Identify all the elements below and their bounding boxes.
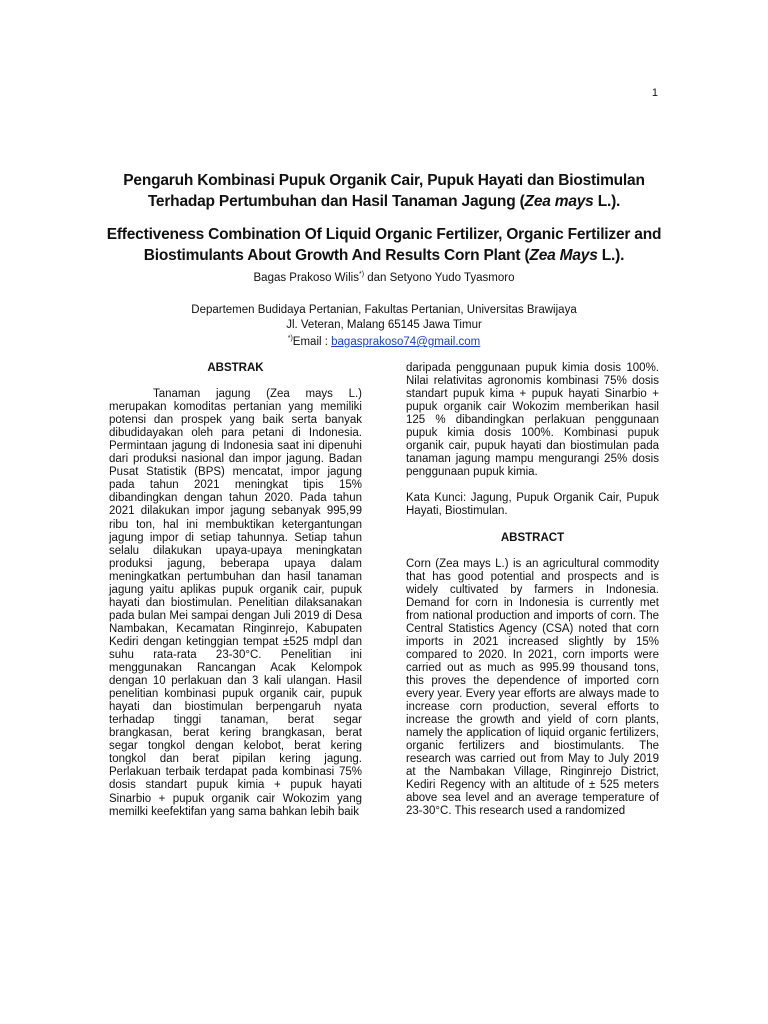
- abstrak-body: Tanaman jagung (Zea mays L.) merupakan komoditas pertanian yang memiliki potensi dan prospek yang baik serta banyak dibudidayakan oleh para petani di Indonesia. Permintaan jagung di Indonesia saat ini dipenuhi dari produksi nasional dan impor jagung. Badan Pusat Statistik (BPS) mencatat, impor jagung pada tahun 2021 meningkat tipis 15% dibandingkan dengan tahun 2020. Pada tahun 2021 dilakukan impor jagung sebanyak 995,99 ribu ton, hal ini membuktikan ketergantungan jagung impor di setiap tahunnya. Setiap tahun selalu dilakukan upaya-upaya meningkatan produksi jagung, beberapa upaya dalam meningkatkan pertumbuhan dan hasil tanaman jagung yaitu aplikas pupuk organik cair, pupuk hayati dan biostimulan. Penelitian dilaksanakan pada bulan Mei sampai dengan Juli 2019 di Desa Nambakan, Kecamatan Ringinrejo, Kabupaten Kediri dengan ketinggian tempat ±525 mdpl dan suhu rata-rata 23-30°C. Penelitian ini menggunakan Rancangan Acak Kelompok dengan 10 perlakuan dan 3 kali ulangan. Hasil penelitian kombinasi pupuk organik cair, pupuk hayati dan biostimulan berpengaruh nyata terhadap tinggi tanaman, berat segar brangkasan, berat kering brangkasan, berat segar tongkol dengan kelobot, berat kering tongkol dan berat pipilan kering jagung. Perlakuan terbaik terdapat pada kombinasi 75% dosis standart pupuk kimia + pupuk hayati Sinarbio + pupuk organik cair Wokozim yang memilki keefektifan yang sama bahkan lebih baik: [109, 388, 362, 818]
- abstract-body: Corn (Zea mays L.) is an agricultural commodity that has good potential and prospects and is widely cultivated by farmers in Indonesia. Demand for corn in Indonesia is currently met from national production and imports of corn. The Central Statistics Agency (CSA) noted that corn imports in 2021 increased slightly by 15% compared to 2020. In 2021, corn imports were carried out as much as 995.99 thousand tons, this proves the dependence of imported corn every year. Every year efforts are always made to increase corn production, several efforts to increase the growth and yield of corn plants, namely the application of liquid organic fertilizers, organic fertilizers and biostimulants. The research was carried out from May to July 2019 at the Nambakan Village, Ringinrejo District, Kediri Regency with an altitude of ± 525 meters above sea level and an average temperature of 23-30°C. This research used a randomized: [406, 557, 659, 818]
- affiliation-institution: Departemen Budidaya Pertanian, Fakultas Pertanian, Universitas Brawijaya: [191, 304, 577, 316]
- corresponding-mark: *): [358, 271, 365, 278]
- title-id-line2-end: L.).: [593, 193, 621, 210]
- left-column: [109, 362, 362, 832]
- authors: [100, 271, 668, 284]
- abstrak-continuation: daripada penggunaan pupuk kimia dosis 100%. Nilai relativitas agronomis kombinasi 75% dosis standart pupuk kima + pupuk hayati Sinarbio + pupuk organik cair Wokozim memberikan hasil 125 % dibandingkan perlakuan penggunaan pupuk kimia dosis 100%. Kombinasi pupuk organik cair, pupuk hayati dan biostimulan pada tanaman jagung mampu mengurangi 25% dosis penggunaan pupuk kimia.: [406, 362, 659, 479]
- affiliation: [100, 303, 668, 349]
- title-id-species: Zea mays: [524, 193, 594, 210]
- abstrak-heading: ABSTRAK: [207, 362, 264, 374]
- title-id-line2: Terhadap Pertumbuhan dan Hasil Tanaman Jagung (: [147, 193, 525, 210]
- email-mark: *): [287, 335, 293, 342]
- title-indonesian: [100, 170, 668, 212]
- right-column: [406, 362, 659, 832]
- author-others: dan Setyono Yudo Tyasmoro: [364, 271, 515, 284]
- email-label: Email :: [292, 335, 332, 348]
- title-block: [100, 170, 668, 278]
- keywords: Kata Kunci: Jagung, Pupuk Organik Cair, Pupuk Hayati, Biostimulan.: [406, 492, 659, 518]
- email-link[interactable]: bagasprakoso74@gmail.com: [331, 335, 481, 348]
- page-number: 1: [651, 87, 658, 99]
- abstract-heading: ABSTRACT: [500, 531, 565, 544]
- affiliation-address: Jl. Veteran, Malang 65145 Jawa Timur: [286, 318, 482, 331]
- title-en-line1: Effectiveness Combination Of Liquid Organic Fertilizer, Organic Fertilizer and: [106, 226, 662, 243]
- title-en-line2-end: L.).: [597, 247, 625, 264]
- affiliation-email-line: [100, 332, 668, 349]
- title-en-species: Zea Mays: [529, 247, 598, 264]
- title-english: [100, 224, 668, 266]
- title-en-line2: Biostimulants About Growth And Results Corn Plant (: [143, 247, 530, 264]
- author-1: Bagas Prakoso Wilis: [253, 271, 359, 284]
- title-id-line1: Pengaruh Kombinasi Pupuk Organik Cair, Pupuk Hayati dan Biostimulan: [123, 172, 645, 189]
